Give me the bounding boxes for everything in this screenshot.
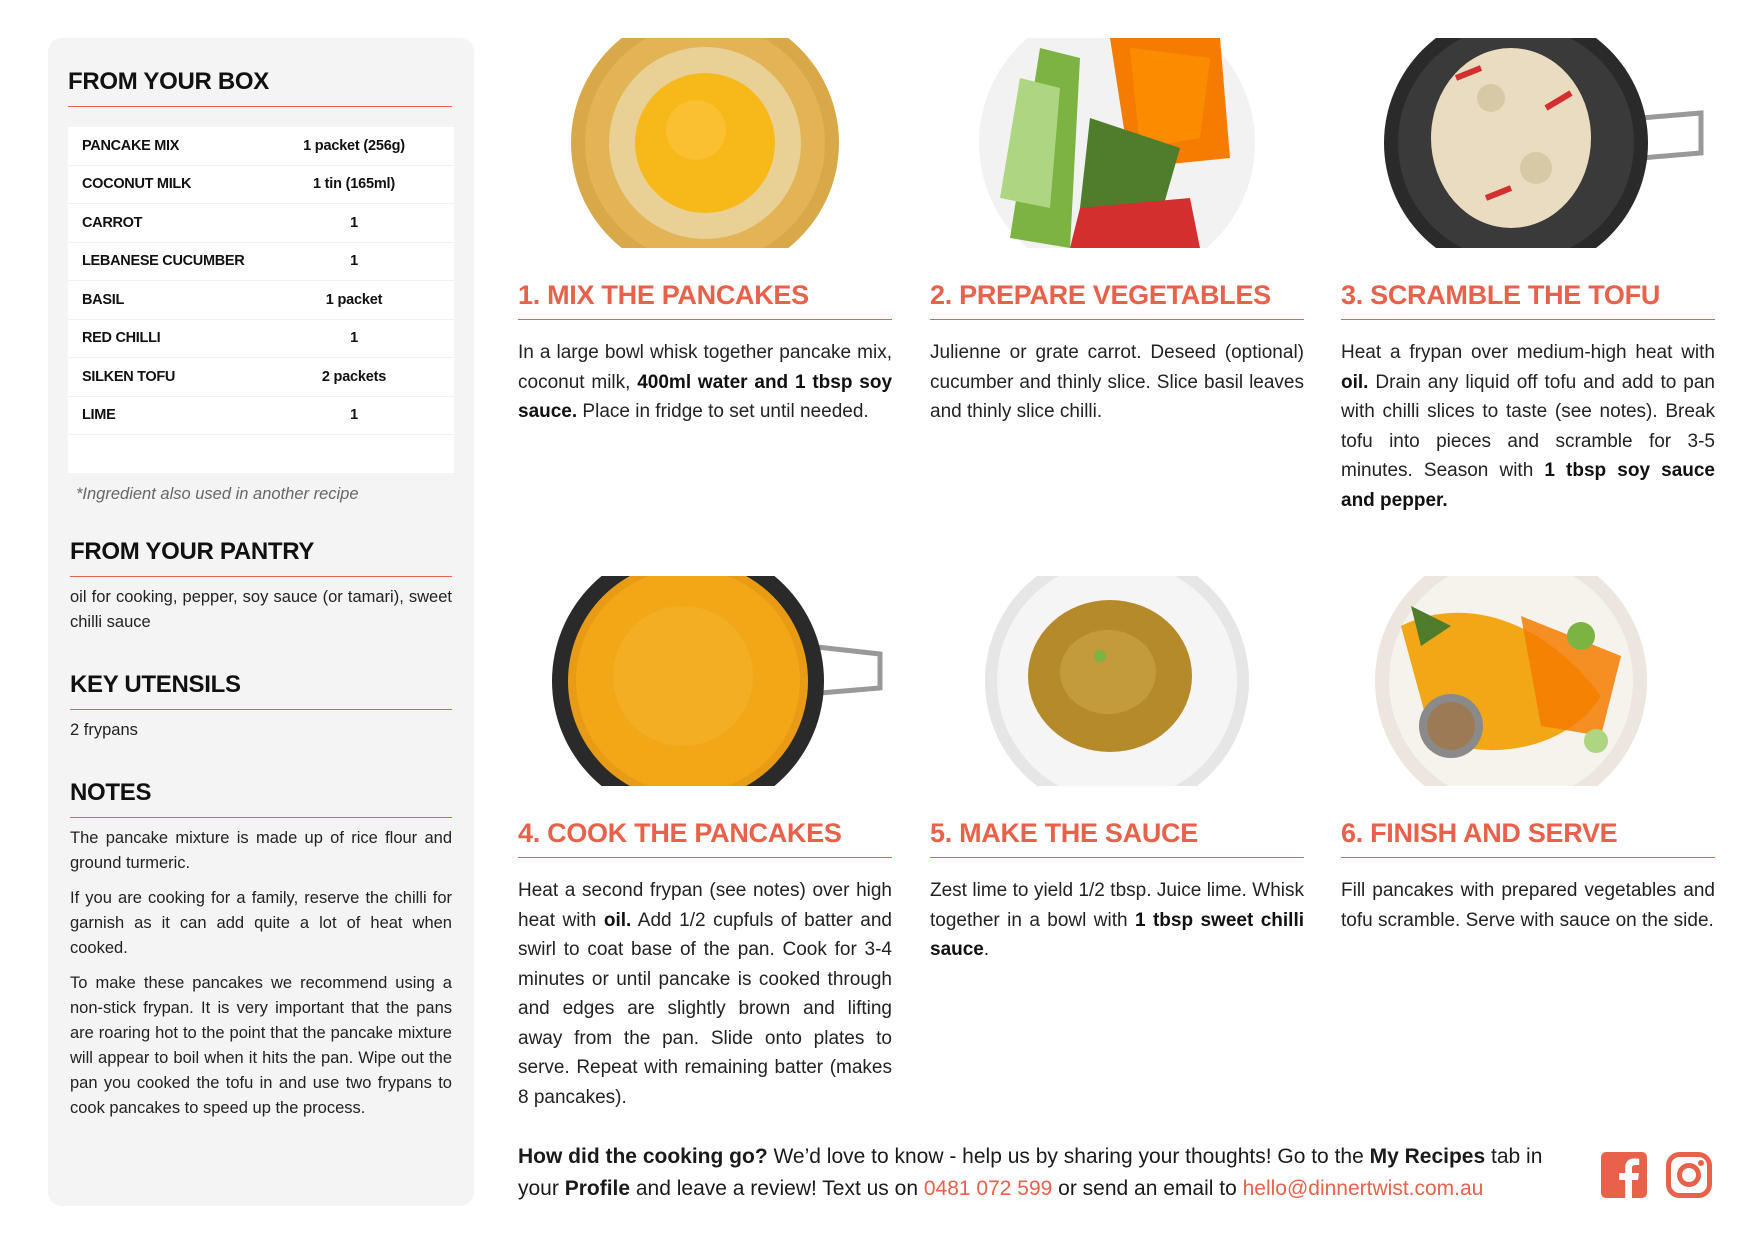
ingredient-qty: 2 packets — [321, 368, 387, 385]
phone-link[interactable]: 0481 072 599 — [923, 1176, 1053, 1200]
step-title: 6. FINISH AND SERVE — [1341, 818, 1715, 858]
pantry-heading: FROM YOUR PANTRY — [70, 538, 452, 577]
table-row — [68, 166, 454, 205]
ingredient-name: CARROT — [82, 214, 143, 231]
step-6-photo — [1341, 576, 1715, 786]
step-4-photo — [518, 576, 892, 786]
table-row — [68, 358, 454, 397]
ingredient-name: LEBANESE CUCUMBER — [82, 253, 245, 270]
step-5 — [930, 576, 1304, 965]
step-1 — [518, 38, 892, 427]
step-text: In a large bowl whisk together pancake mix, coconut milk, 400ml water and 1 tbsp soy sauce. Place in fridge to set until needed. — [518, 342, 893, 422]
email-link[interactable]: hello@dinnertwist.com.au — [1242, 1176, 1484, 1200]
table-row — [68, 397, 454, 436]
notes-heading: NOTES — [70, 779, 452, 818]
ingredient-qty: 1 — [350, 330, 358, 347]
step-text: Fill pancakes with prepared vegetables and tofu scramble. Serve with sauce on the side. — [1341, 880, 1715, 931]
table-row — [68, 281, 454, 320]
step-title: 2. PREPARE VEGETABLES — [930, 280, 1304, 320]
table-row-empty — [68, 435, 454, 473]
ingredients-table — [68, 127, 454, 473]
step-title: 4. COOK THE PANCAKES — [518, 818, 892, 858]
ingredient-note: *Ingredient also used in another recipe — [76, 485, 359, 503]
instagram-icon[interactable] — [1666, 1152, 1712, 1198]
table-row — [68, 204, 454, 243]
utensils-section — [70, 671, 452, 743]
ingredient-qty: 1 tin (165ml) — [312, 176, 395, 193]
step-6 — [1341, 576, 1715, 935]
step-text: Heat a frypan over medium-high heat with oil. Drain any liquid off tofu and add to pan with chilli slices to taste (see notes). Break tofu into pieces and scramble for 3-5 minutes. Season with 1 tbsp soy sauce and pepper. — [1341, 342, 1715, 511]
step-3 — [1341, 38, 1715, 515]
ingredient-name: RED CHILLI — [82, 330, 161, 347]
ingredient-name: COCONUT MILK — [82, 176, 192, 193]
ingredient-name: SILKEN TOFU — [82, 368, 176, 385]
sidebar-panel — [48, 38, 474, 1206]
pantry-section — [70, 538, 452, 635]
step-3-photo — [1341, 38, 1715, 248]
utensils-text: 2 frypans — [70, 721, 138, 739]
facebook-icon[interactable] — [1601, 1152, 1647, 1198]
table-row — [68, 127, 454, 166]
step-title: 5. MAKE THE SAUCE — [930, 818, 1304, 858]
step-text: Zest lime to yield 1/2 tbsp. Juice lime. Whisk together in a bowl with 1 tbsp sweet chilli sauce. — [930, 880, 1304, 960]
utensils-heading: KEY UTENSILS — [70, 671, 452, 710]
notes-section — [70, 779, 452, 1121]
step-2-photo — [930, 38, 1304, 248]
feedback-footer: How did the cooking go? We’d love to know - help us by sharing your thoughts! Go to the My Recipes tab in your Profile and leave a review! Text us on 0481 072 599 or send an email to hello@dinnertwist.com.au — [518, 1145, 1543, 1200]
ingredient-qty: 1 packet (256g) — [303, 137, 405, 154]
table-row — [68, 320, 454, 359]
note-paragraph: If you are cooking for a family, reserve the chilli for garnish as it can add quite a lot of heat when cooked. — [70, 889, 452, 957]
step-title: 3. SCRAMBLE THE TOFU — [1341, 280, 1715, 320]
ingredient-qty: 1 — [350, 407, 358, 424]
ingredient-name: PANCAKE MIX — [82, 137, 180, 154]
from-your-box-heading: FROM YOUR BOX — [68, 68, 452, 107]
step-text: Heat a second frypan (see notes) over high heat with oil. Add 1/2 cupfuls of batter and swirl to coat base of the pan. Cook for 3-4 minutes or until pancake is cooked through and edges are slightly brown and lifting away from the pan. Slide onto plates to serve. Repeat with remaining batter (makes 8 pancakes). — [518, 880, 892, 1108]
ingredient-qty: 1 packet — [325, 291, 383, 308]
ingredient-name: LIME — [82, 407, 116, 424]
step-title: 1. MIX THE PANCAKES — [518, 280, 892, 320]
ingredient-name: BASIL — [82, 291, 125, 308]
step-5-photo — [930, 576, 1304, 786]
step-1-photo — [518, 38, 892, 248]
ingredient-qty: 1 — [350, 253, 358, 270]
step-4 — [518, 576, 892, 1112]
ingredient-qty: 1 — [350, 214, 358, 231]
note-paragraph: To make these pancakes we recommend using a non-stick frypan. It is very important that the pans are roaring hot to the point that the pancake mixture will appear to boil when it hits the pan. Wipe out the pan you cooked the tofu in and use two frypans to cook pancakes to speed up the process. — [70, 974, 452, 1117]
table-row — [68, 243, 454, 282]
note-paragraph: The pancake mixture is made up of rice flour and ground turmeric. — [70, 829, 452, 872]
step-2 — [930, 38, 1304, 427]
pantry-text: oil for cooking, pepper, soy sauce (or tamari), sweet chilli sauce — [70, 588, 452, 631]
step-text: Julienne or grate carrot. Deseed (optional) cucumber and thinly slice. Slice basil leaves and thinly slice chilli. — [930, 342, 1304, 422]
